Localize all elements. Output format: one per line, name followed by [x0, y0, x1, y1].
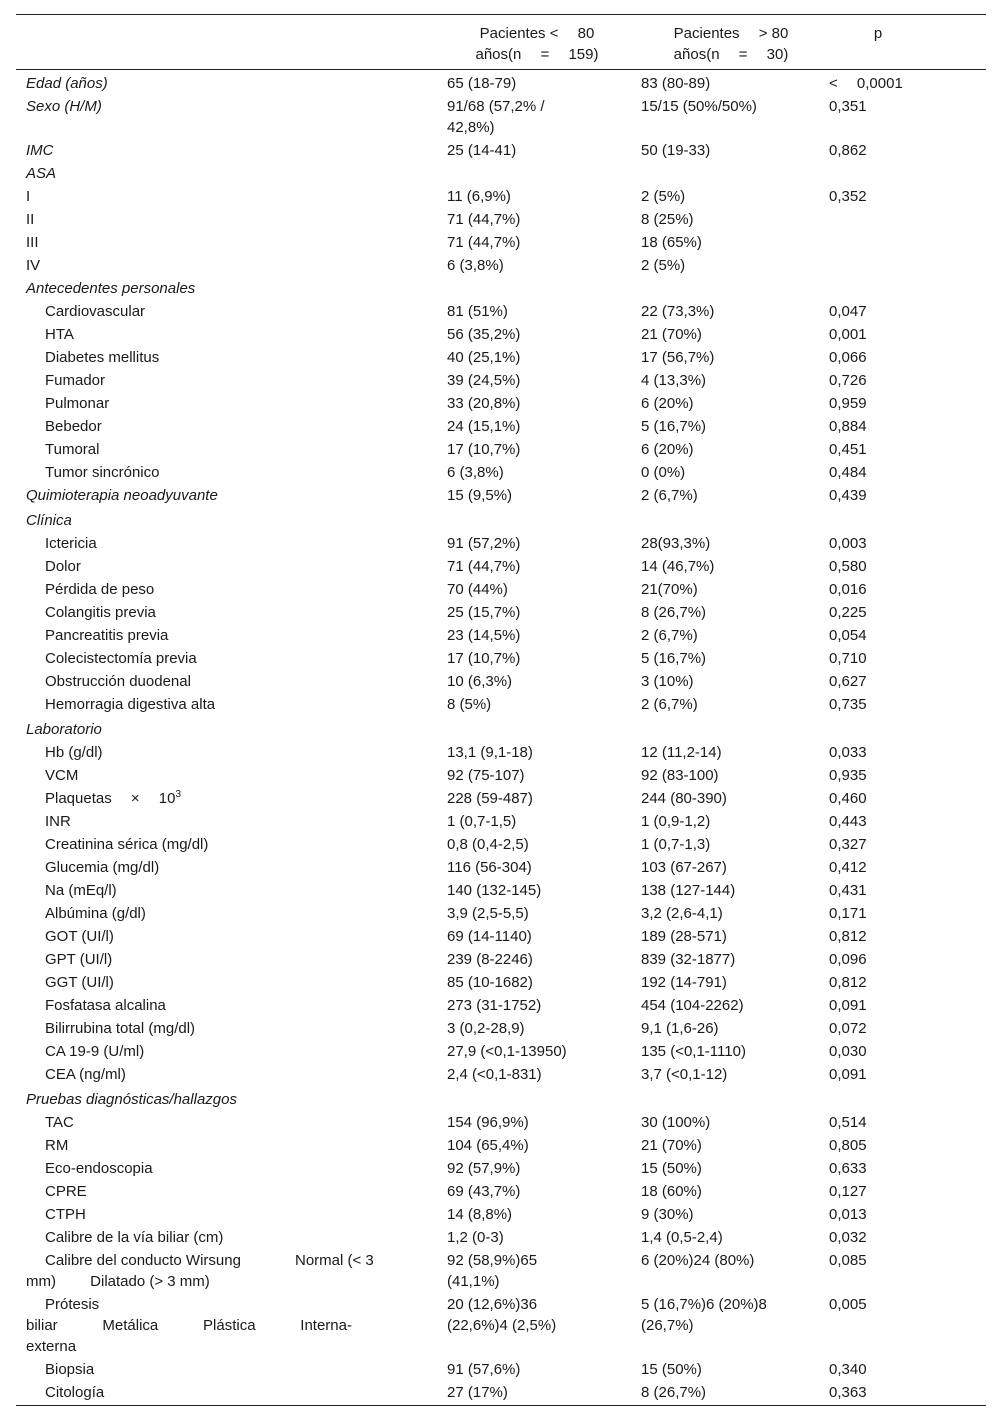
- value-over80: 21(70%): [641, 581, 698, 598]
- p-value: 0,066: [829, 349, 867, 366]
- table-bottom-rule: [16, 1405, 986, 1406]
- value-over80: 12 (11,2-14): [641, 744, 722, 761]
- value-over80: 8 (25%): [641, 211, 694, 228]
- row-label: Clínica: [26, 512, 72, 529]
- value-over80: 135 (<0,1-1110): [641, 1043, 746, 1060]
- p-value: 0,451: [829, 441, 867, 458]
- value-over80: 4 (13,3%): [641, 372, 707, 389]
- row-label: I: [26, 188, 31, 205]
- value-over80: 5 (16,7%): [641, 650, 707, 667]
- p-value: 0,016: [829, 581, 867, 598]
- row-label: VCM: [45, 767, 79, 784]
- row-label: Pérdida de peso: [45, 581, 155, 598]
- row-label: II: [26, 211, 35, 228]
- table-row: [16, 209, 986, 232]
- value-over80: 30 (100%): [641, 1114, 711, 1131]
- value-under80: 239 (8-2246): [447, 951, 533, 968]
- row-label: Fosfatasa alcalina: [45, 997, 166, 1014]
- p-value: 0,171: [829, 905, 867, 922]
- value-under80: 85 (10-1682): [447, 974, 533, 991]
- value-over80: 28(93,3%): [641, 535, 711, 552]
- row-label-part: Normal (< 3: [295, 1252, 374, 1269]
- value-under80: 17 (10,7%): [447, 650, 521, 667]
- value-under80: 1,2 (0-3): [447, 1229, 504, 1246]
- table-row: [16, 903, 986, 926]
- row-label: Fumador: [45, 372, 106, 389]
- value-over80: 6 (20%): [641, 395, 694, 412]
- value-under80: 92 (57,9%): [447, 1160, 521, 1177]
- row-label: CTPH: [45, 1206, 86, 1223]
- value-under80: 92 (58,9%)65 (41,1%): [447, 1252, 538, 1290]
- row-label: TAC: [45, 1114, 74, 1131]
- value-under80: 91 (57,6%): [447, 1361, 521, 1378]
- p-value: 0,030: [829, 1043, 867, 1060]
- row-label: Calibre del conducto Wirsung: [45, 1252, 241, 1269]
- value-under80: 69 (14-1140): [447, 928, 532, 945]
- table-row: [16, 485, 986, 508]
- table-row: [16, 1181, 986, 1204]
- table-row: [16, 232, 986, 255]
- p-value: 0,431: [829, 882, 867, 899]
- row-label: Colangitis previa: [45, 604, 156, 621]
- value-under80: 116 (56-304): [447, 859, 532, 876]
- p-value: 0,735: [829, 696, 867, 713]
- table-row: [16, 393, 986, 416]
- p-value: 0,935: [829, 767, 867, 784]
- value-under80: 24 (15,1%): [447, 418, 521, 435]
- value-over80: 21 (70%): [641, 1137, 702, 1154]
- value-under80: 25 (15,7%): [447, 604, 521, 621]
- value-over80: 9 (30%): [641, 1206, 694, 1223]
- value-under80: 3,9 (2,5-5,5): [447, 905, 529, 922]
- header-col-over80: Pacientes > 80 años(n = 30): [673, 25, 789, 63]
- row-label: INR: [45, 813, 71, 830]
- table-row: [16, 625, 986, 648]
- value-over80: 3,7 (<0,1-12): [641, 1066, 728, 1083]
- value-over80: 92 (83-100): [641, 767, 719, 784]
- table-row: [16, 1041, 986, 1064]
- row-label: Hb (g/dl): [45, 744, 103, 761]
- p-value: 0,812: [829, 928, 867, 945]
- table-body: [16, 73, 986, 1405]
- row-label: Citología: [45, 1384, 105, 1401]
- value-over80: 22 (73,3%): [641, 303, 715, 320]
- table-row: [16, 880, 986, 903]
- p-value: 0,340: [829, 1361, 867, 1378]
- table-row: [16, 324, 986, 347]
- table-row: [16, 834, 986, 857]
- row-label: Colecistectomía previa: [45, 650, 197, 667]
- value-over80: 9,1 (1,6-26): [641, 1020, 719, 1037]
- value-over80: 18 (60%): [641, 1183, 702, 1200]
- value-under80: 56 (35,2%): [447, 326, 521, 343]
- table-header: [16, 15, 986, 69]
- row-label: III: [26, 234, 39, 251]
- table-row: [16, 1018, 986, 1041]
- p-value: 0,003: [829, 535, 867, 552]
- p-value: 0,959: [829, 395, 867, 412]
- superscript: 3: [175, 789, 182, 800]
- row-label: Creatinina sérica (mg/dl): [45, 836, 209, 853]
- value-over80: 21 (70%): [641, 326, 702, 343]
- row-label: Bebedor: [45, 418, 102, 435]
- value-under80: 104 (65,4%): [447, 1137, 529, 1154]
- row-label: Obstrucción duodenal: [45, 673, 191, 690]
- table-row: [16, 857, 986, 880]
- value-over80: 103 (67-267): [641, 859, 727, 876]
- table-row: [16, 278, 986, 301]
- table-row: [16, 694, 986, 717]
- table-row: [16, 788, 986, 811]
- table-row: [16, 742, 986, 765]
- value-under80: 27 (17%): [447, 1384, 508, 1401]
- p-value: 0,514: [829, 1114, 867, 1131]
- row-label: Diabetes mellitus: [45, 349, 160, 366]
- value-under80: 0,8 (0,4-2,5): [447, 836, 529, 853]
- p-value: 0,812: [829, 974, 867, 991]
- table-header-rule: [16, 69, 986, 70]
- row-label: Glucemia (mg/dl): [45, 859, 160, 876]
- value-over80: 6 (20%)24 (80%): [641, 1252, 755, 1269]
- p-value: 0,091: [829, 1066, 867, 1083]
- value-over80: 6 (20%): [641, 441, 694, 458]
- p-value: 0,633: [829, 1160, 867, 1177]
- p-value: 0,726: [829, 372, 867, 389]
- p-value: 0,054: [829, 627, 867, 644]
- table-row: [16, 1112, 986, 1135]
- table-row: [16, 1135, 986, 1158]
- value-over80: 2 (5%): [641, 188, 686, 205]
- value-under80: 39 (24,5%): [447, 372, 521, 389]
- table-row: [16, 1064, 986, 1087]
- value-over80: 5 (16,7%): [641, 418, 707, 435]
- value-under80: 6 (3,8%): [447, 464, 504, 481]
- value-under80: 10 (6,3%): [447, 673, 513, 690]
- value-under80: 15 (9,5%): [447, 487, 513, 504]
- row-label: CPRE: [45, 1183, 87, 1200]
- row-label: GGT (UI/l): [45, 974, 114, 991]
- table-row: [16, 1204, 986, 1227]
- value-over80: 189 (28-571): [641, 928, 727, 945]
- p-value: 0,862: [829, 142, 867, 159]
- p-value: 0,627: [829, 673, 867, 690]
- table-row: [16, 602, 986, 625]
- header-col-p: p: [873, 25, 883, 42]
- table-row: [16, 347, 986, 370]
- value-under80: 40 (25,1%): [447, 349, 521, 366]
- p-value: 0,352: [829, 188, 867, 205]
- value-over80: 2 (6,7%): [641, 696, 698, 713]
- value-over80: 15/15 (50%/50%): [641, 98, 757, 115]
- value-under80: 1 (0,7-1,5): [447, 813, 517, 830]
- p-value: 0,013: [829, 1206, 867, 1223]
- value-under80: 71 (44,7%): [447, 234, 521, 251]
- row-label: Calibre de la vía biliar (cm): [45, 1229, 224, 1246]
- row-label: Laboratorio: [26, 721, 102, 738]
- p-value: 0,127: [829, 1183, 867, 1200]
- value-over80: 15 (50%): [641, 1361, 702, 1378]
- p-value: 0,072: [829, 1020, 867, 1037]
- value-over80: 192 (14-791): [641, 974, 727, 991]
- value-under80: 14 (8,8%): [447, 1206, 513, 1223]
- value-over80: 3 (10%): [641, 673, 694, 690]
- table-row: [16, 995, 986, 1018]
- row-label: Edad (años): [26, 75, 108, 92]
- value-over80: 2 (5%): [641, 257, 686, 274]
- row-label: GPT (UI/l): [45, 951, 113, 968]
- value-over80: 18 (65%): [641, 234, 702, 251]
- row-label: Sexo (H/M): [26, 98, 102, 115]
- value-over80: 2 (6,7%): [641, 487, 698, 504]
- table-row: [16, 533, 986, 556]
- value-under80: 91/68 (57,2% / 42,8%): [447, 98, 545, 136]
- row-label: Ictericia: [45, 535, 97, 552]
- value-over80: 454 (104-2262): [641, 997, 744, 1014]
- table-row: [16, 73, 986, 96]
- p-value: 0,443: [829, 813, 867, 830]
- value-under80: 6 (3,8%): [447, 257, 504, 274]
- row-label: HTA: [45, 326, 74, 343]
- row-label: IMC: [26, 142, 54, 159]
- header-col-under80: Pacientes < 80 años(n = 159): [475, 25, 599, 63]
- p-value: 0,005: [829, 1296, 867, 1313]
- value-over80: 15 (50%): [641, 1160, 702, 1177]
- table-row: [16, 370, 986, 393]
- row-label: Na (mEq/l): [45, 882, 117, 899]
- row-label: CEA (ng/ml): [45, 1066, 126, 1083]
- row-label: Albúmina (g/dl): [45, 905, 146, 922]
- value-under80: 3 (0,2-28,9): [447, 1020, 525, 1037]
- value-over80: 2 (6,7%): [641, 627, 698, 644]
- p-value: 0,001: [829, 326, 867, 343]
- value-over80: 14 (46,7%): [641, 558, 715, 575]
- table-row: [16, 96, 986, 140]
- value-over80: 1 (0,9-1,2): [641, 813, 711, 830]
- table-row: [16, 416, 986, 439]
- table-row: [16, 1294, 986, 1359]
- value-over80: 1 (0,7-1,3): [641, 836, 711, 853]
- p-value: 0,460: [829, 790, 867, 807]
- table-row: [16, 186, 986, 209]
- table-row: [16, 462, 986, 485]
- data-table: [16, 14, 986, 1406]
- value-under80: 33 (20,8%): [447, 395, 521, 412]
- p-value: 0,351: [829, 98, 867, 115]
- row-label: ASA: [26, 165, 57, 182]
- p-value: 0,091: [829, 997, 867, 1014]
- row-label: IV: [26, 257, 41, 274]
- row-label: Eco-endoscopia: [45, 1160, 153, 1177]
- value-over80: 83 (80-89): [641, 75, 711, 92]
- value-under80: 273 (31-1752): [447, 997, 542, 1014]
- value-over80: 3,2 (2,6-4,1): [641, 905, 723, 922]
- row-label: Pulmonar: [45, 395, 110, 412]
- table-row: [16, 1089, 986, 1112]
- value-under80: 65 (18-79): [447, 75, 517, 92]
- p-value: 0,439: [829, 487, 867, 504]
- row-label: RM: [45, 1137, 69, 1154]
- value-under80: 71 (44,7%): [447, 558, 521, 575]
- row-label: Pancreatitis previa: [45, 627, 169, 644]
- p-value: 0,085: [829, 1252, 867, 1269]
- value-under80: 23 (14,5%): [447, 627, 521, 644]
- value-over80: 17 (56,7%): [641, 349, 715, 366]
- value-under80: 228 (59-487): [447, 790, 533, 807]
- p-value: 0,032: [829, 1229, 867, 1246]
- row-label: Prótesis: [45, 1296, 100, 1313]
- table-row: [16, 719, 986, 742]
- value-under80: 71 (44,7%): [447, 211, 521, 228]
- value-under80: 17 (10,7%): [447, 441, 521, 458]
- table-row: [16, 1382, 986, 1405]
- table-row: [16, 1250, 986, 1294]
- value-over80: 0 (0%): [641, 464, 686, 481]
- value-under80: 154 (96,9%): [447, 1114, 529, 1131]
- table-row: [16, 1227, 986, 1250]
- value-under80: 13,1 (9,1-18): [447, 744, 533, 761]
- p-value: 0,710: [829, 650, 867, 667]
- p-value: 0,327: [829, 836, 867, 853]
- table-row: [16, 1359, 986, 1382]
- row-label: Pruebas diagnósticas/hallazgos: [26, 1091, 237, 1108]
- row-label: Plaquetas × $10^3$: [45, 789, 182, 807]
- p-value: 0,033: [829, 744, 867, 761]
- table-row: [16, 811, 986, 834]
- value-over80: 138 (127-144): [641, 882, 736, 899]
- value-under80: 92 (75-107): [447, 767, 525, 784]
- p-value: 0,047: [829, 303, 867, 320]
- value-under80: 140 (132-145): [447, 882, 542, 899]
- row-label: CA 19-9 (U/ml): [45, 1043, 145, 1060]
- row-label: Hemorragia digestiva alta: [45, 696, 216, 713]
- row-label: Bilirrubina total (mg/dl): [45, 1020, 196, 1037]
- table-row: [16, 949, 986, 972]
- row-label: Cardiovascular: [45, 303, 146, 320]
- row-label: Tumor sincrónico: [45, 464, 160, 481]
- p-value: 0,484: [829, 464, 867, 481]
- row-label: Biopsia: [45, 1361, 95, 1378]
- value-under80: 20 (12,6%)36 (22,6%)4 (2,5%): [447, 1296, 557, 1334]
- row-label: Tumoral: [45, 441, 100, 458]
- p-value: 0,580: [829, 558, 867, 575]
- table-row: [16, 1158, 986, 1181]
- value-over80: 839 (32-1877): [641, 951, 736, 968]
- p-value: < 0,0001: [829, 75, 903, 92]
- row-label-part: externa: [26, 1338, 77, 1355]
- value-under80: 25 (14-41): [447, 142, 517, 159]
- table-row: [16, 255, 986, 278]
- table-row: [16, 556, 986, 579]
- value-under80: 69 (43,7%): [447, 1183, 521, 1200]
- table-row: [16, 163, 986, 186]
- value-under80: 27,9 (<0,1-13950): [447, 1043, 567, 1060]
- table-row: [16, 439, 986, 462]
- table-row: [16, 765, 986, 788]
- table-row: [16, 926, 986, 949]
- value-over80: 50 (19-33): [641, 142, 711, 159]
- value-under80: 2,4 (<0,1-831): [447, 1066, 542, 1083]
- value-under80: 11 (6,9%): [447, 188, 511, 205]
- p-value: 0,412: [829, 859, 867, 876]
- table-row: [16, 972, 986, 995]
- p-value: 0,884: [829, 418, 867, 435]
- row-label-part: biliar Metálica Plástica Interna-: [26, 1317, 352, 1334]
- row-label: Dolor: [45, 558, 81, 575]
- table-row: [16, 648, 986, 671]
- value-over80: 8 (26,7%): [641, 604, 707, 621]
- row-label: GOT (UI/l): [45, 928, 114, 945]
- table-row: [16, 301, 986, 324]
- p-value: 0,363: [829, 1384, 867, 1401]
- row-label: Antecedentes personales: [26, 280, 196, 297]
- value-over80: 5 (16,7%)6 (20%)8 (26,7%): [641, 1296, 767, 1334]
- value-under80: 8 (5%): [447, 696, 492, 713]
- table-row: [16, 510, 986, 533]
- value-under80: 70 (44%): [447, 581, 508, 598]
- row-label: Quimioterapia neoadyuvante: [26, 487, 218, 504]
- value-over80: 244 (80-390): [641, 790, 727, 807]
- table-row: [16, 671, 986, 694]
- value-under80: 91 (57,2%): [447, 535, 521, 552]
- table-row: [16, 579, 986, 602]
- value-over80: 8 (26,7%): [641, 1384, 707, 1401]
- table-row: [16, 140, 986, 163]
- p-value: 0,225: [829, 604, 867, 621]
- p-value: 0,096: [829, 951, 867, 968]
- row-label-part: mm) Dilatado (> 3 mm): [26, 1273, 210, 1290]
- value-under80: 81 (51%): [447, 303, 508, 320]
- p-value: 0,805: [829, 1137, 867, 1154]
- value-over80: 1,4 (0,5-2,4): [641, 1229, 723, 1246]
